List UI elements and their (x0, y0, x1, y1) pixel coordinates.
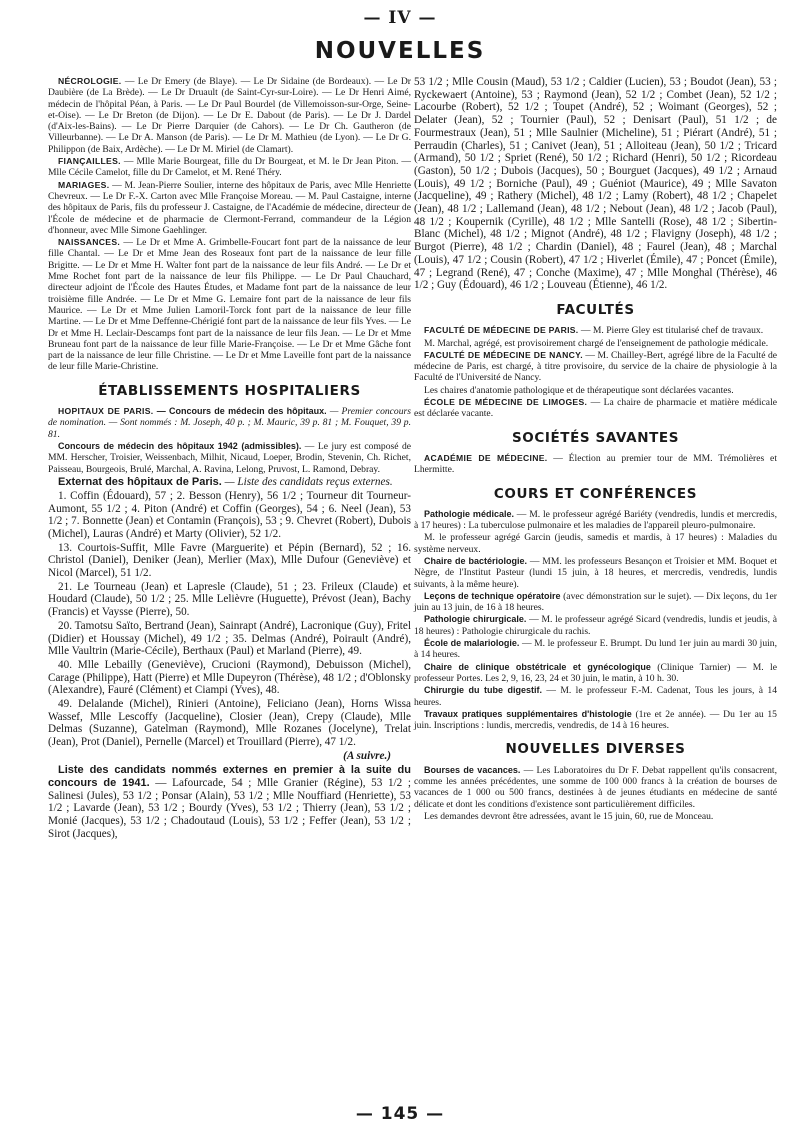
academie-text: — Élection au premier tour de MM. Trémolières et Lhermitte. (414, 452, 777, 476)
faculte-paris-paragraph (414, 325, 777, 336)
academie-label: ACADÉMIE DE MÉDECINE. (424, 452, 548, 463)
necrologie-text: — Le Dr Emery (de Blaye). — Le Dr Sidaine (de Bordeaux). — Le Dr Daubière (de La Brède). — Le Dr Druault (de Saint-Cyr-sur-Loire). — Le Dr Henri Aimé, médecin de l'hôpital Péan, à Paris. — Le Dr Paul Bourdel (de Villemoisson-sur-Orge, Seine-et-Oise). — Le Dr Breton (de Dijon). — Le Dr E. Dabout (de Paris). — Le Dr J. Dardel (d'Aix-les-Bains). — Le Dr Pierre Darquier (de Cahors). — Le Dr Ch. Gautheron (de Villeurbanne). — Le Dr A. Manson (de Paris). — Le Dr M. Mathieu (de Lyon). — Le Dr G. Philippon (de Baix, Ardèche). — Le Dr M. Miriel (de Clamart). (48, 76, 411, 155)
cours-subhead: Leçons de technique opératoire (424, 590, 561, 601)
right-column (414, 76, 777, 823)
externat-list-item: 13. Courtois-Suffit, Mlle Favre (Marguerite) et Pépin (Bernard), 52 ; 16. Christol (Daniel), Deniker (Jean), Merlier (Max), Mlle Dufour (Geneviève) et Nicol (Marcel), 51 1/2. (48, 541, 411, 580)
cours-subhead: Chaire de clinique obstétricale et gynécologique (424, 661, 651, 672)
cours-subhead: Pathologie chirurgicale. (424, 614, 527, 625)
diverses-heading: NOUVELLES DIVERSES (505, 741, 686, 758)
externat-list-item: 21. Le Tourneau (Jean) et Lapresle (Claude), 51 ; 23. Frileux (Claude) et Houdard (Claude), 50 1/2 ; 25. Mlle Lelièvre (Huguette), Prévost (Jean), Bachy (Francis) et Vaysse (Pierre), 50. (48, 580, 411, 619)
ecole-limoges-text: — La chaire de pharmacie et matière médicale est déclarée vacante. (414, 397, 777, 420)
naissances-label: NAISSANCES. (58, 237, 121, 248)
mariages-text: — M. Jean-Pierre Soulier, interne des hôpitaux de Paris, avec Mlle Henriette Chevreux. — Le Dr F.-X. Carton avec Mlle Françoise Moreau. — M. Paul Castaigne, interne des hôpitaux de Paris, fils du professeur J. Castaigne, de l'Académie de médecine, directeur de l'École de médecine et de pharmacie de Clermont-Ferrand, commandeur de la Légion d'honneur, avec Mlle Simone Gaehlinger. (48, 179, 411, 236)
mariages-paragraph (48, 180, 411, 236)
concours-1942-paragraph (48, 441, 411, 475)
demandes-paragraph: Les demandes devront être adressées, avant le 15 juin, 60, rue de Monceau. (424, 810, 714, 822)
cours-paragraph (414, 556, 777, 590)
fiancailles-paragraph (48, 156, 411, 179)
cours-paragraph (414, 709, 777, 732)
naissances-paragraph (48, 237, 411, 373)
faculte-paris-label: FACULTÉ DE MÉDECINE DE PARIS. (424, 325, 579, 336)
bourses-paragraph (414, 765, 777, 810)
cours-paragraph (414, 662, 777, 685)
externat-paragraph (48, 476, 411, 489)
facultes-heading: FACULTÉS (556, 301, 635, 318)
faculte-paris-text: — M. Pierre Gley est titularisé chef de travaux. (578, 325, 764, 337)
page-title: NOUVELLES (314, 38, 486, 64)
cours-text: — M. le professeur agrégé Bariéty (vendredis, lundis et mercredis, à 17 heures) : La tuberculose pulmonaire et les maladies de l'appareil pleuro-pulmonaire. (414, 508, 777, 532)
concours-medecin-text: — Premier concours de nomination. — Sont nommés : M. Joseph, 40 p. ; M. Mauric, 39 p. 81 ; M. Fouquet, 39 p. 81. (48, 406, 411, 440)
necrologie-label: NÉCROLOGIE. (58, 76, 122, 86)
cours-paragraph (414, 638, 777, 661)
necrologie-paragraph (48, 76, 411, 155)
left-column (48, 76, 411, 841)
cours-text: — M. le professeur E. Brumpt. Du lund 1er juin au mardi 30 juin, à 14 heures. (414, 638, 777, 661)
externat-list-item: 49. Delalande (Michel), Rinieri (Antoine), Feliciano (Jean), Horns Wissa Wassef, Mlle Lescoffy (Jacqueline), Closier (Jean), Crepy (Claude), Mlle Delmas (Suzanne), Gatelman (Raymond), Mlle Rozanes (Jocelyne), Trelat (Jean), Prot (Daniel), Pernelle (Marcel) et Trouillard (Pierre), 47 1/2. (48, 698, 411, 749)
candidats-1941-subhead: Liste des candidats nommés externes en premier à la suite du concours de 1941. (48, 763, 411, 789)
bourses-subhead: Bourses de vacances. (424, 764, 521, 775)
cours-subhead: Chaire de bactériologie. (424, 556, 527, 566)
faculte-nancy-label: FACULTÉ DE MÉDECINE DE NANCY. (424, 349, 583, 360)
cours-text: (Clinique Tarnier) — M. le professeur Portes. Les 2, 9, 16, 23, 24 et 30 juin, le matin, à 10 h. 30. (414, 661, 777, 684)
candidats-1941-paragraph (48, 764, 411, 841)
societes-heading: SOCIÉTÉS SAVANTES (511, 429, 680, 446)
concours-medecin-paragraph (48, 406, 411, 440)
cours-subhead: École de malariologie. (424, 638, 520, 649)
cours-text: (1re et 2e année). — Du 1er au 15 juin. Inscriptions : lundis, mercredis, vendredis, de 14 à 16 heures. (414, 708, 777, 732)
faculte-marchal-paragraph: M. Marchal, agrégé, est provisoirement chargé de l'enseignement de pathologie médicale. (424, 337, 769, 349)
ecole-limoges-label: ÉCOLE DE MÉDECINE DE LIMOGES. (424, 397, 588, 408)
hopitaux-label: HOPITAUX DE PARIS. (58, 406, 154, 417)
cours-paragraph: M. le professeur agrégé Garcin (jeudis, samedis et mardis, à 17 heures) : Maladies du système nerveux. (414, 532, 777, 555)
cours-text: (avec démonstration sur le sujet). — Dix leçons, du 1er juin au 13 juin, de 16 à 18 heures. (414, 590, 777, 614)
roman-page-number: — IV — (363, 8, 437, 28)
cours-paragraph (414, 614, 777, 637)
concours-1942-text: — Le jury est composé de MM. Herscher, Troisier, Weissenbach, Milhit, Nicaud, Loeper, Brodin, Stevenin, Ch. Richet, Paisseau, Bourgeois, Brulé, Marchal, A. Ravina, Lelong, Pruvost, L. Ramond, Debray. (48, 440, 412, 475)
etablissements-heading: ÉTABLISSEMENTS HOSPITALIERS (98, 382, 361, 399)
cours-heading: COURS ET CONFÉRENCES (493, 485, 698, 502)
candidats-continuation: 53 1/2 ; Mlle Cousin (Maud), 53 1/2 ; Caldier (Lucien), 53 ; Boudot (Jean), 53 ; Ryckewaert (Antoine), 53 ; Raymond (Jean), 52 1/2 ; Combet (Jean), 52 1/2 ; Lacourbe (Robert), 52 1/2 ; Toupet (André), 52 ; Woimant (Georges), 52 ; Delater (Jean), 52 ; Tournier (Paul), 52 ; Denisart (Paul), 51 1/2 ; de Fourmestraux (Jean), 51 ; Mlle Saulnier (Micheline), 51 ; Piérart (André), 51 ; Perraudin (Charles), 51 ; Canivet (Jean), 51 ; Alloiteau (Jean), 50 1/2 ; Tricard (Armand), 50 1/2 ; Spriet (René), 50 1/2 ; Richard (Henri), 50 1/2 ; Ricordeau (Gaston), 50 1/2 ; Dubois (Jacques), 50 ; Bourguet (Jacques), 49 1/2 ; Arnaud (Louis), 49 1/2 ; Borniche (Paul), 49 ; Guéniot (Maurice), 49 ; Mlle Savaton (Jacqueline), 49 ; Rathery (Michel), 48 1/2 ; Lamy (Robert), 48 1/2 ; Chapelet (Jean), 48 1/2 ; Lallemand (Jean), 48 1/2 ; Nebout (Jean), 48 1/2 ; Jacob (Paul), 48 1/2 ; Koupernik (Cyrille), 48 1/2 ; Mlle Santelli (Rose), 48 1/2 ; Sibertin-Blanc (Michel), 48 1/2 ; Mignot (André), 48 1/2 ; Flavigny (Joseph), 48 1/2 ; Burgot (Pierre), 48 1/2 ; Chardin (Daniel), 48 ; Faurel (Jean), 48 ; Marchal (Louis), 47 1/2 ; Cousin (Robert), 47 1/2 ; Hiverlet (Émile), 47 ; Poncet (Émile), 47 ; Legrand (René), 47 ; Conche (Maxime), 47 ; Mlle Monghal (Thérèse), 46 1/2 ; Guy (Édouard), 46 1/2 ; Louveau (Étienne), 46 1/2. (414, 76, 777, 292)
chaires-vacantes-paragraph: Les chaires d'anatomie pathologique et de thérapeutique sont déclarées vacantes. (424, 384, 734, 396)
cours-subhead: Chirurgie du tube digestif. (424, 685, 542, 696)
externat-list-item: 40. Mlle Lebailly (Geneviève), Crucioni (Raymond), Debuisson (Michel), Carage (Philippe), Hatt (Pierre) et Mlle Dupeyron (Thérèse), 48 1/2 ; d'Oblonsky (Alexandre), Fauré (Clément) et Ciampi (Yves), 48. (48, 658, 411, 697)
concours-medecin-subhead: — Concours de médecin des hôpitaux. (153, 406, 327, 417)
externat-list-item: 20. Tamotsu Saïto, Bertrand (Jean), Sainrapt (André), Lacronique (Guy), Fritel (Didier) et Houssay (Michel), 49 1/2 ; 35. Delmas (André), Poirault (André), Mlle Vaultrin (Marie-Cécile), Berthaux (Paul) et Marland (Pierre), 49. (48, 619, 411, 658)
cours-text: — MM. les professeurs Besançon et Troisier et MM. Boquet et Nègre, de l'Institut Pasteur (lundi 15 juin, à 18 heures, et mercredis, vendredis, lundis suivants, à la même heure). (414, 556, 777, 590)
cours-paragraph (414, 509, 777, 532)
cours-paragraph (414, 591, 777, 614)
page-number: — 145 — (355, 1104, 445, 1124)
cours-subhead: Pathologie médicale. (424, 508, 514, 519)
faculte-nancy-paragraph (414, 350, 777, 384)
fiancailles-text: — Mlle Marie Bourgeat, fille du Dr Bourgeat, et M. le Dr Jean Piton. — Mlle Cécile Camelot, fille du Dr Camelot, et M. René Théry. (48, 156, 411, 179)
a-suivre-note: (A suivre.) (343, 749, 391, 762)
faculte-nancy-text: — M. Chailley-Bert, agrégé libre de la Faculté de médecine de Paris, est chargé, à titre provisoire, du service de la chaire de physiologie à la Faculté de l'Université de Nancy. (414, 349, 778, 384)
candidats-1941-text: — Lafourcade, 54 ; Mlle Granier (Régine), 53 1/2 ; Salinesi (Jules), 53 1/2 ; Ponsar (Alain), 53 1/2 ; Mlle Nouffiard (Henriette), 53 1/2 ; Lavarde (Jean), 53 1/2 ; Bourdy (Yves), 53 1/2 ; Thierry (Jean), 53 1/2 ; Monié (Jacques), 53 1/2 ; Chadoutaud (Louis), 53 1/2 ; Feffer (Jean), 53 1/2 ; Sirot (Jacques), (48, 776, 411, 840)
cours-subhead: Travaux pratiques supplémentaires d'histologie (424, 708, 632, 719)
bourses-text: — Les Laboratoires du Dr F. Debat rappellent qu'ils consacrent, comme les années précédentes, une somme de 100 000 francs à la création de bourses de vacances de 1 000 ou 500 francs, destinées à de jeunes étudiants en médecine de santé délicate et dont les conditions d'existence sont particulièrement difficiles. (414, 764, 777, 810)
externat-list-item: 1. Coffin (Édouard), 57 ; 2. Besson (Henry), 56 1/2 ; Tourneur dit Tourneur-Aumont, 55 1/2 ; 4. Piton (André) et Coffin (Georges), 54 ; 6. Neel (Jean), 53 1/2 ; 7. Bonnette (Jean) et Contamin (François), 53 ; 9. Chevret (Robert), Dubois (Michel), Lauras (André) et Marty (Olivier), 52 1/2. (48, 489, 411, 540)
fiancailles-label: FIANÇAILLES. (58, 156, 121, 167)
mariages-label: MARIAGES. (58, 179, 110, 190)
cours-text: — M. le professeur agrégé Sicard (vendredis, lundis et jeudis, à 18 heures) : Pathologie chirurgicale du rachis. (414, 614, 778, 637)
cours-paragraph (414, 685, 777, 708)
academie-paragraph (414, 453, 777, 476)
cours-text: — M. le professeur F.-M. Cadenat, Tous les jours, à 14 heures. (414, 685, 777, 708)
externat-subhead: Externat des hôpitaux de Paris. (58, 475, 222, 488)
concours-1942-subhead: Concours de médecin des hôpitaux 1942 (admissibles). (58, 440, 302, 451)
ecole-limoges-paragraph (414, 397, 777, 420)
externat-text: — Liste des candidats reçus externes. (221, 475, 393, 488)
naissances-text: — Le Dr et Mme A. Grimbelle-Foucart font part de la naissance de leur fille Chantal. — Le Dr et Mme Jean des Roseaux font part de la naissance de leur fille Brigitte. — Le Dr et Mme H. Walter font part de la naissance de leur fils André. — Le Dr et Mme Rochet font part de la naissance de leur fils Philippe. — Le Dr Paul Chauchard, directeur adjoint de l'École des Hautes Études, et Madame font part de la naissance de leur troisième fille Andrée. — Le Dr et Mme G. Lemaire font part de la naissance de leur fils Maurice. — Le Dr et Mme Julien Lamoril-Torck font part de la naissance de leur fille Martine. — Le Dr et Mme Deffenne-Chérigié font part de la naissance de leur fils Yves. — Le Dr et Mme H. Leclair-Descamps font part de la naissance de leur fils Jean. — Le Dr et Mme Bruneau font part de la naissance de leur fille Marie-Françoise. — Le Dr et Mme Gâche font part de la naissance de leur fille Christine. — Le Dr et Mme Laveille font part de la naissance de leur fille Marie-Christine. (48, 237, 411, 373)
